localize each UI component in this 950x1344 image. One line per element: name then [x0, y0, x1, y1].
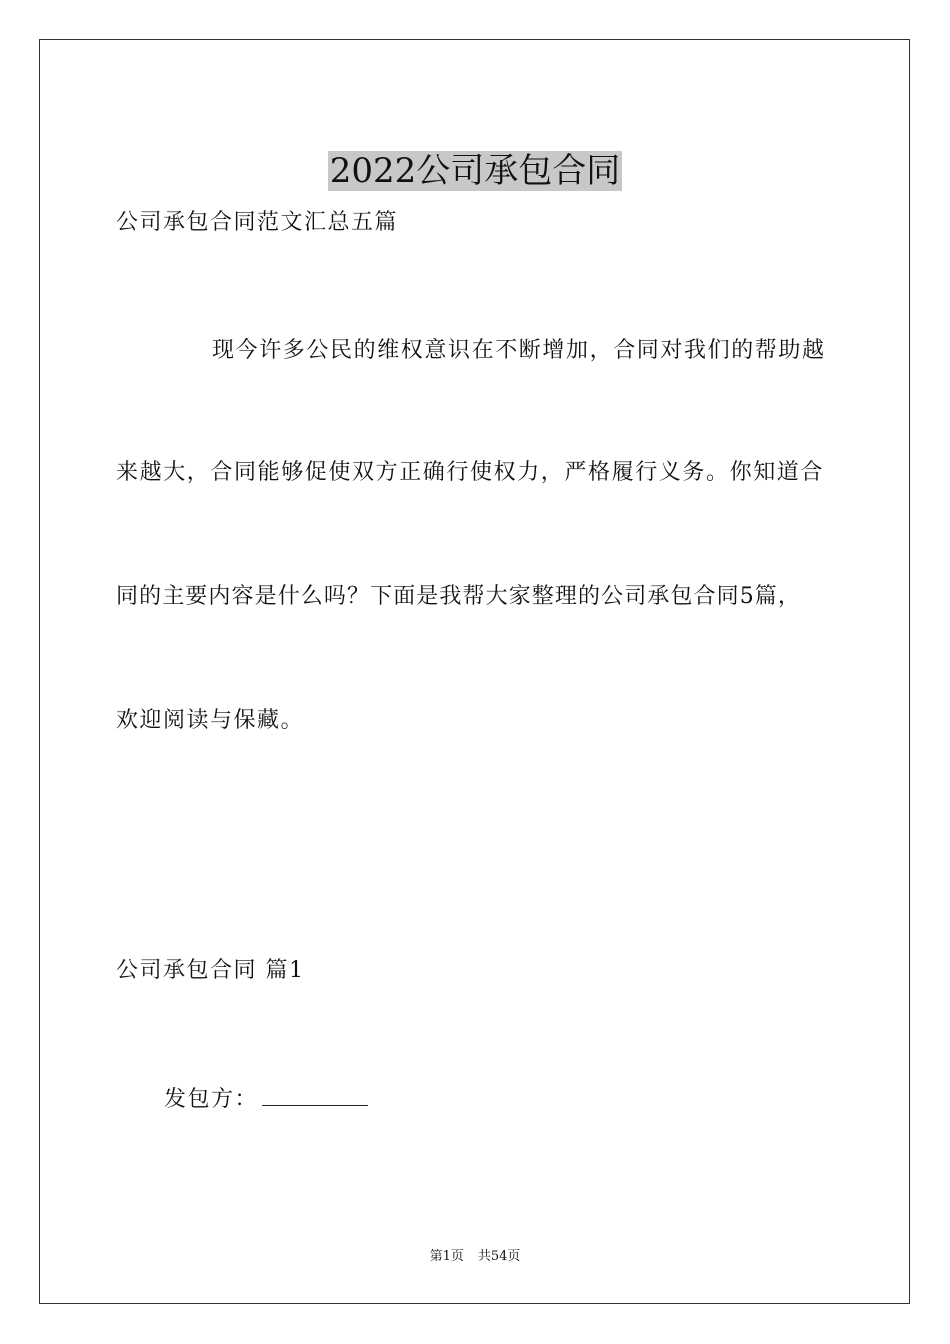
document-title	[0, 150, 950, 192]
intro-line-3: 同的主要内容是什么吗？下面是我帮大家整理的公司承包合同5篇，	[116, 584, 801, 609]
document-subtitle: 公司承包合同范文汇总五篇	[116, 210, 399, 235]
page-total: 共54页	[477, 1249, 521, 1264]
document-title-text: 2022公司承包合同	[329, 150, 621, 191]
section-heading: 公司承包合同 篇1	[116, 958, 305, 983]
page-footer	[0, 1248, 950, 1266]
contracting-party-label: 发包方：	[164, 1087, 259, 1112]
contracting-party-line	[164, 1081, 368, 1115]
intro-line-2: 来越大，合同能够促使双方正确行使权力，严格履行义务。你知道合	[116, 460, 825, 485]
intro-line-1: 现今许多公民的维权意识在不断增加，合同对我们的帮助越	[212, 338, 826, 363]
page-number: 第1页	[429, 1249, 464, 1264]
intro-line-4: 欢迎阅读与保藏。	[116, 708, 305, 733]
contracting-party-blank	[262, 1081, 368, 1106]
